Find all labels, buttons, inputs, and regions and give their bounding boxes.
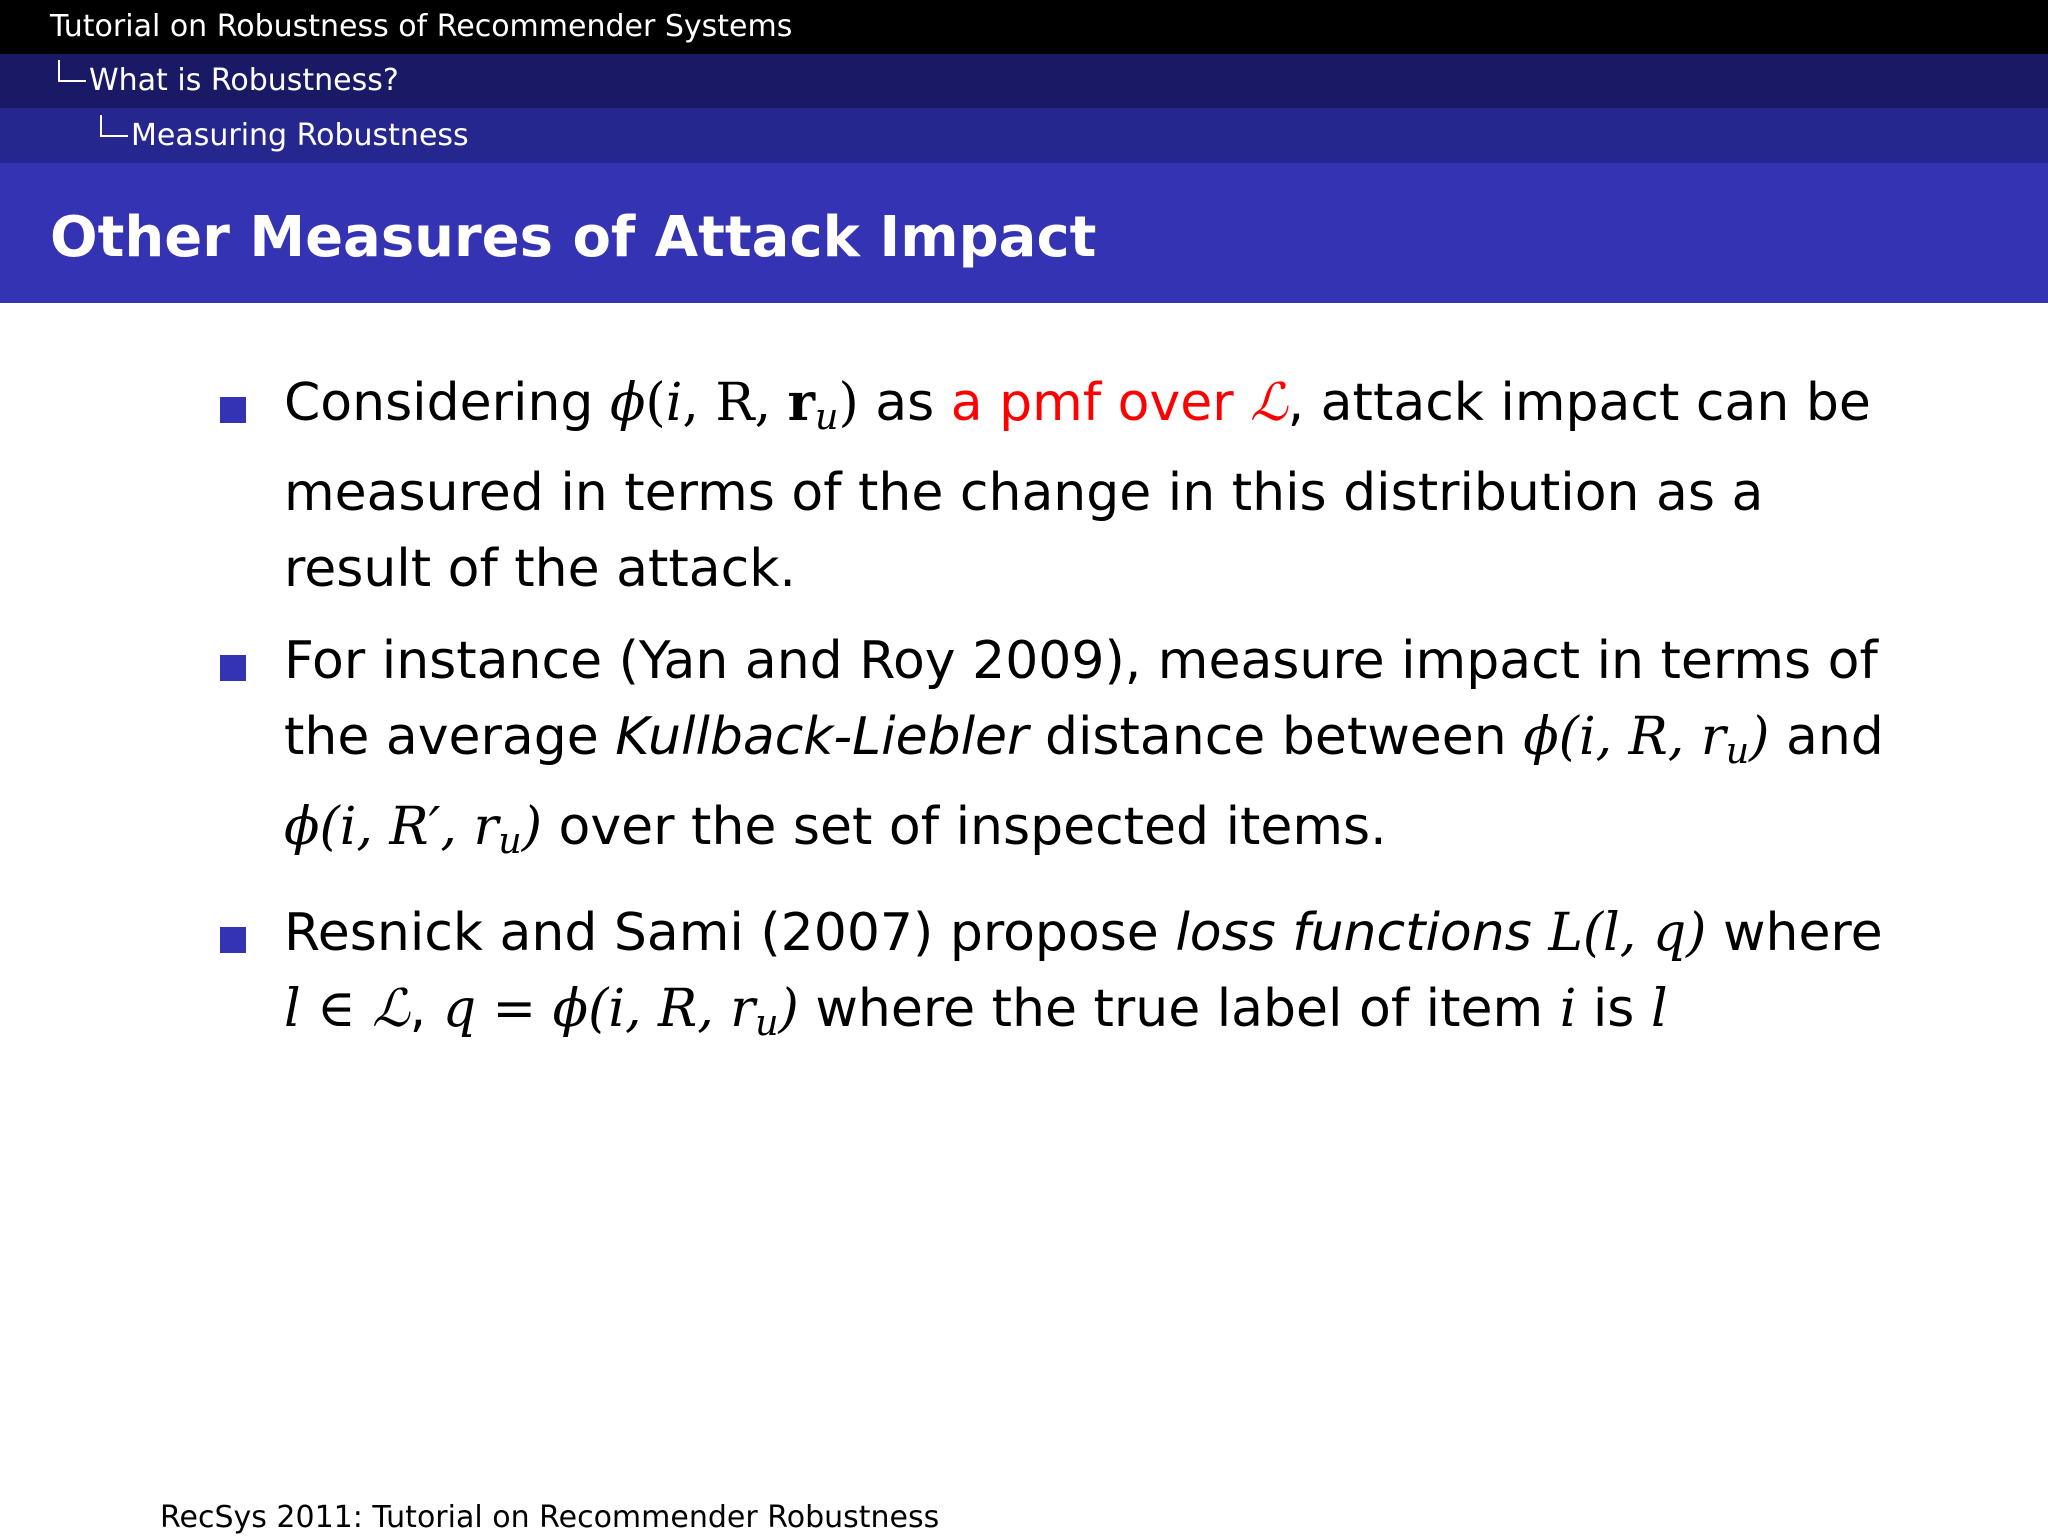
math-symbol: , <box>754 373 788 433</box>
math-symbol: ϕ <box>609 373 646 433</box>
text-run: where <box>1706 903 1883 964</box>
square-bullet-icon <box>220 927 246 953</box>
square-bullet-icon <box>220 655 246 681</box>
header-subsubsection-label: Measuring Robustness <box>131 118 469 153</box>
bullet-item-2 <box>220 623 1900 879</box>
text-run: where the true label of item <box>798 979 1560 1040</box>
italic-term: loss functions <box>1175 903 1532 964</box>
slide-title-bar <box>0 163 2048 303</box>
slide-footer <box>160 1500 939 1536</box>
math-symbol: ) <box>778 979 799 1040</box>
math-expression <box>1523 707 1770 773</box>
math-expression <box>442 979 799 1045</box>
tree-corner-icon <box>58 60 86 82</box>
bullet-1-text <box>284 373 1871 599</box>
bullet-3-text <box>284 903 1883 1045</box>
math-symbol: l <box>1650 979 1668 1040</box>
header-subsection <box>0 54 2048 108</box>
header-section <box>0 0 2048 54</box>
math-symbol: r <box>787 372 816 433</box>
text-run: a pmf over <box>950 373 1251 433</box>
text-run: as <box>858 373 951 433</box>
math-expression: l ∈ ℒ <box>284 979 410 1040</box>
text-run: , <box>409 979 443 1040</box>
math-symbol: ) <box>838 373 859 433</box>
math-symbol: ) <box>1749 707 1770 768</box>
slide-content <box>220 365 1900 1077</box>
math-symbol: q = ϕ(i, R, r <box>442 979 756 1040</box>
header-subsection-label: What is Robustness? <box>89 63 399 98</box>
math-symbol: R <box>715 373 755 433</box>
math-symbol: i <box>665 373 683 433</box>
bullet-item-3 <box>220 895 1900 1061</box>
math-symbol: ϕ(i, R′, r <box>284 797 499 858</box>
highlighted-text <box>951 373 1288 433</box>
math-expression: L(l, q) <box>1548 903 1707 964</box>
math-symbol: ) <box>521 797 543 858</box>
text-run <box>1532 903 1549 963</box>
text-run: For instance (Yan and Roy 2009), measure impact in terms of the average <box>284 631 1878 768</box>
text-run: over the set of inspected items. <box>542 797 1387 858</box>
math-symbol: ( <box>645 373 666 433</box>
text-run: Resnick and Sami (2007) propose <box>284 903 1176 964</box>
footer-text: RecSys 2011: Tutorial on Recommender Robustness <box>160 1500 940 1535</box>
text-run: and <box>1769 707 1884 768</box>
math-symbol: ϕ(i, R, r <box>1523 707 1726 768</box>
tree-corner-icon <box>100 115 128 137</box>
bullet-item-1 <box>220 365 1900 607</box>
math-subscript: u <box>755 1001 779 1045</box>
math-symbol: ℒ <box>1250 373 1288 433</box>
math-expression <box>284 797 543 863</box>
italic-term: Kullback-Liebler <box>615 707 1029 768</box>
text-run: Considering <box>284 373 610 433</box>
math-subscript: u <box>1725 729 1750 773</box>
square-bullet-icon <box>220 397 246 423</box>
slide-title: Other Measures of Attack Impact <box>50 205 1097 270</box>
math-phi-expression <box>609 372 859 439</box>
math-subscript: u <box>498 819 522 863</box>
text-run: distance between <box>1028 707 1524 768</box>
bullet-2-text <box>284 631 1884 863</box>
header-subsubsection <box>0 108 2048 163</box>
math-subscript: u <box>815 395 839 439</box>
text-run: , attack impact can be measured in terms of the change in this distribution as a result of the attack. <box>284 373 1871 600</box>
text-run: is <box>1576 979 1651 1040</box>
math-symbol: , <box>682 373 716 433</box>
math-symbol: i <box>1559 979 1577 1040</box>
header-section-label: Tutorial on Robustness of Recommender Systems <box>50 9 793 44</box>
